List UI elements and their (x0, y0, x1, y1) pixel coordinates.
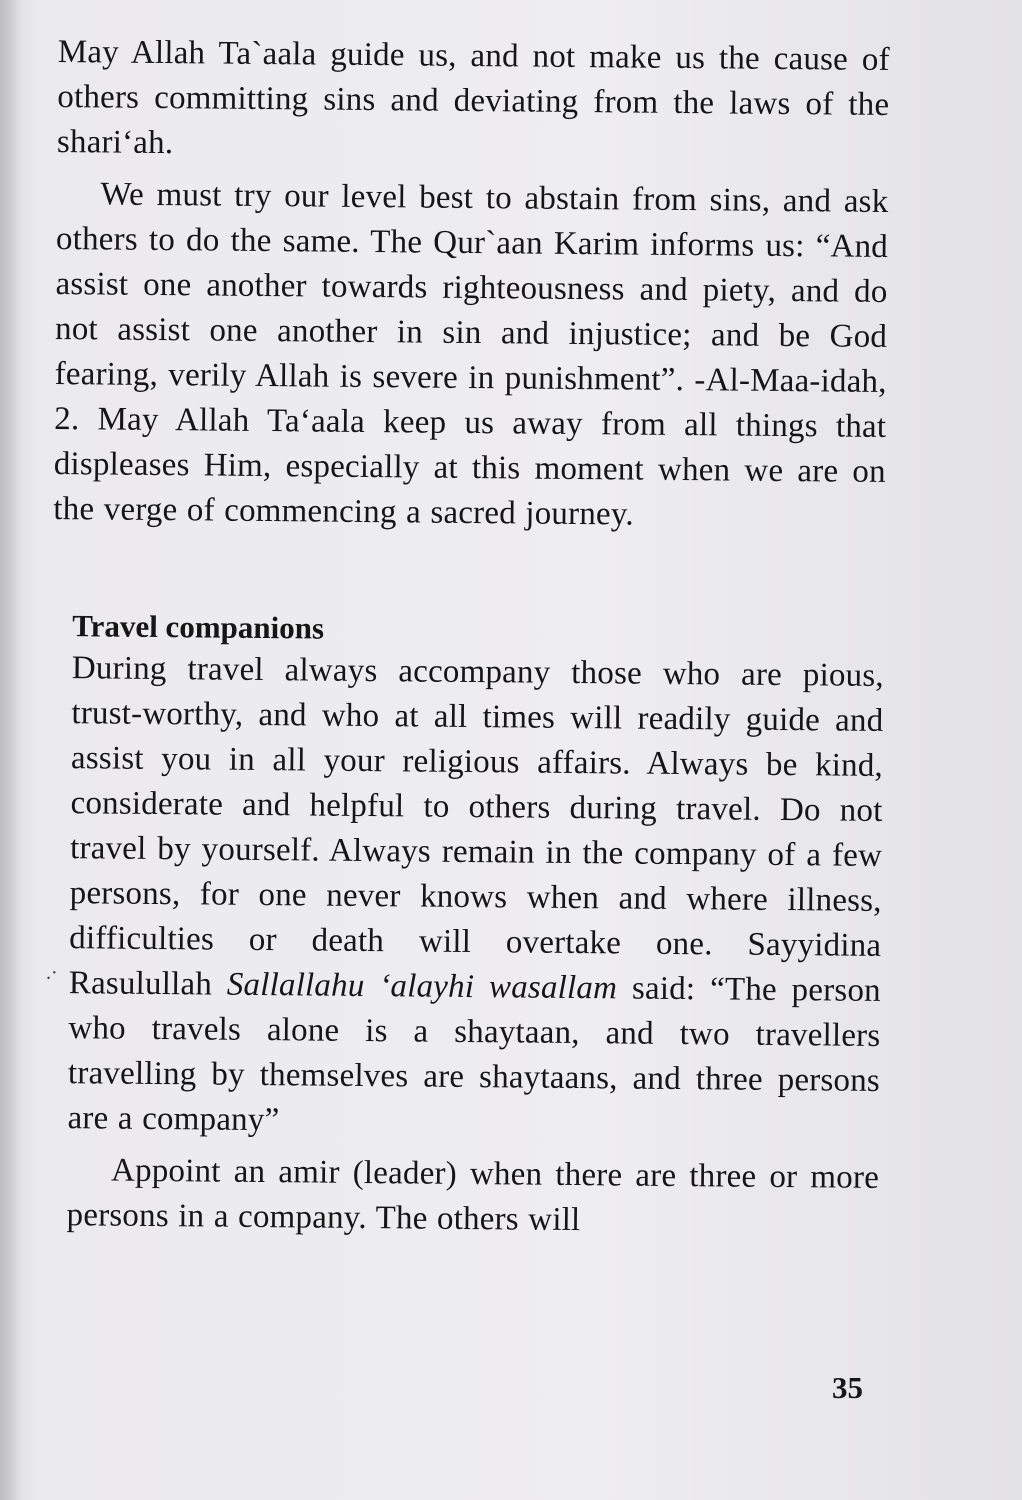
honorific-italic: Sallallahu ‘alayhi wasallam (226, 966, 618, 1007)
paragraph-guidance: May Allah Ta`aala guide us, and not make us the cause of others committing sins and deviating from the laws of the shari‘ah. (56, 33, 890, 162)
paragraph-abstain-from-sins: We must try our level best to abstain from sins, and ask others to do the same. The Qur`aan Karim informs us: “And assist one another towards righteousness and piety, and do not assist one another in sin and injustice; and be God fearing, verily Allah is severe in punishment”. -Al-Maa-idah, 2. May Allah Ta‘aala keep us away from all things that displeases Him, especially at this moment when we are on the verge of commencing a sacred journey. (53, 176, 889, 533)
section-travel-companions (66, 646, 884, 1246)
paragraph-text-part-1: During travel always accompany those who are pious, trust-worthy, and who at all times will readily guide and assist you in all your religious affairs. Always be kind, considerate and helpful to others during travel. Do not travel by yourself. Always remain in the company of a few persons, for one never knows when and where illness, difficulties or death will overtake one. Sayyidina Rasulullah (68, 650, 885, 1003)
section-heading-travel-companions: Travel companions (72, 608, 325, 646)
paragraph-travel-companions (67, 646, 884, 1149)
paragraph-appoint-amir: Appoint an amir (leader) when there are three or more persons in a company. The others will (66, 1152, 880, 1239)
page-number: 35 (832, 1370, 863, 1405)
page-gutter-shadow (0, 0, 22, 1500)
paragraph-text-part-2: said: “The person who travels alone is a shaytaan, and two travellers travelling by themselves are shaytaans, and three persons are a company” (67, 970, 882, 1139)
page-text (46, 30, 890, 1246)
margin-mark: .· (46, 962, 58, 984)
